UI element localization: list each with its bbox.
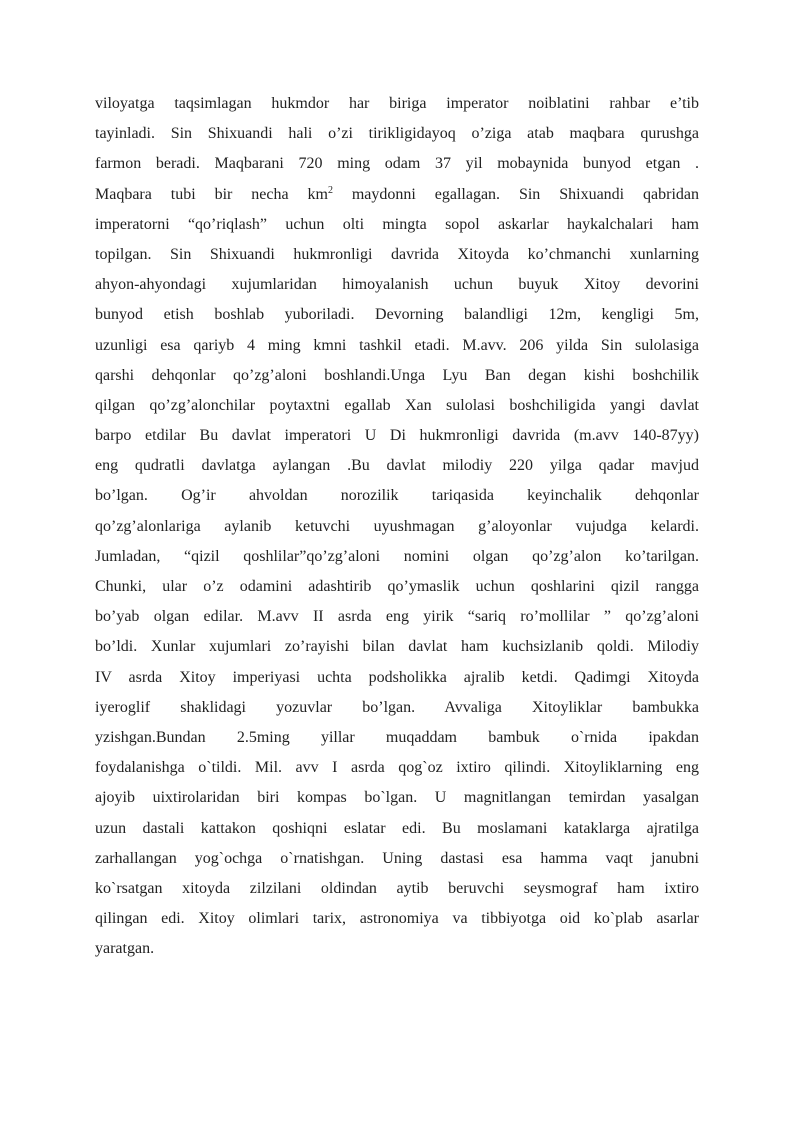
text-line: farmon beradi. Maqbarani 720 ming odam 37 yil mobaynida bunyod etgan . — [95, 155, 699, 173]
superscript: 2 — [327, 184, 333, 196]
text-line: viloyatga taqsimlagan hukmdor har biriga imperator noiblatini rahbar e’tib — [95, 95, 699, 112]
text-line: bo’yab olgan edilar. M.avv II asrda eng yirik “sariq ro’mollilar ” qo’zg’aloni — [95, 608, 699, 626]
text-segment: maydonni egallagan. Sin Shixuandi qabridan — [332, 185, 700, 203]
text-line: yzishgan.Bundan 2.5ming yillar muqaddam bambuk o`rnida ipakdan — [95, 728, 699, 746]
text-line — [95, 180, 699, 210]
text-line: Jumladan, “qizil qoshlilar”qo’zg’aloni nomini olgan qo’zg’alon ko’tarilgan. — [95, 547, 699, 565]
text-line: Chunki, ular o’z odamini adashtirib qo’ymaslik uchun qoshlarini qizil rangga — [95, 578, 699, 595]
text-line: imperatorni “qo’riqlash” uchun olti mingta sopol askarlar haykalchalari ham — [95, 215, 699, 233]
text-line: yaratgan. — [95, 940, 155, 958]
text-line: bunyod etish boshlab yuboriladi. Devorning balandligi 12m, kengligi 5m, — [95, 306, 699, 324]
text-line: eng qudratli davlatga aylangan .Bu davlat milodiy 220 yilga qadar mavjud — [95, 457, 699, 475]
text-line: tayinladi. Sin Shixuandi hali o’zi tirikligidayoq o’ziga atab maqbara qurushga — [95, 125, 699, 143]
text-line: bo’ldi. Xunlar xujumlari zo’rayishi bilan davlat ham kuchsizlanib qoldi. Milodiy — [95, 638, 699, 656]
text-line: ahyon-ahyondagi xujumlaridan himoyalanish uchun buyuk Xitoy devorini — [95, 276, 699, 294]
text-line: topilgan. Sin Shixuandi hukmronligi davrida Xitoyda ko’chmanchi xunlarning — [95, 245, 699, 263]
text-line: barpo etdilar Bu davlat imperatori U Di hukmronligi davrida (m.avv 140-87yy) — [95, 427, 699, 445]
text-line: foydalanishga o`tildi. Mil. avv I asrda qog`oz ixtiro qilindi. Xitoyliklarning eng — [95, 759, 699, 777]
text-line: ko`rsatgan xitoyda zilzilani oldindan aytib beruvchi seysmograf ham ixtiro — [95, 879, 699, 897]
document-page — [95, 89, 699, 964]
text-line: uzun dastali kattakon qoshiqni eslatar edi. Bu moslamani kataklarga ajratilga — [95, 819, 699, 837]
text-line: bo’lgan. Og’ir ahvoldan norozilik tariqasida keyinchalik dehqonlar — [95, 487, 699, 505]
text-line: iyeroglif shaklidagi yozuvlar bo’lgan. Avvaliga Xitoyliklar bambukka — [95, 698, 699, 716]
text-line: zarhallangan yog`ochga o`rnatishgan. Uning dastasi esa hamma vaqt janubni — [95, 849, 699, 867]
text-line: ajoyib uixtirolaridan biri kompas bo`lgan. U magnitlangan temirdan yasalgan — [95, 789, 699, 807]
text-line: qilingan edi. Xitoy olimlari tarix, astronomiya va tibbiyotga oid ko`plab asarlar — [95, 910, 699, 928]
text-line: qo’zg’alonlariga aylanib ketuvchi uyushmagan g’aloyonlar vujudga kelardi. — [95, 517, 699, 535]
text-segment: Maqbara tubi bir necha km — [95, 185, 328, 203]
text-line: uzunligi esa qariyb 4 ming kmni tashkil etadi. M.avv. 206 yilda Sin sulolasiga — [95, 336, 699, 354]
text-line: IV asrda Xitoy imperiyasi uchta podsholikka ajralib ketdi. Qadimgi Xitoyda — [95, 668, 699, 686]
text-line: qarshi dehqonlar qo’zg’aloni boshlandi.Unga Lyu Ban degan kishi boshchilik — [95, 366, 699, 384]
text-line: qilgan qo’zg’alonchilar poytaxtni egallab Xan sulolasi boshchiligida yangi davlat — [95, 396, 699, 414]
